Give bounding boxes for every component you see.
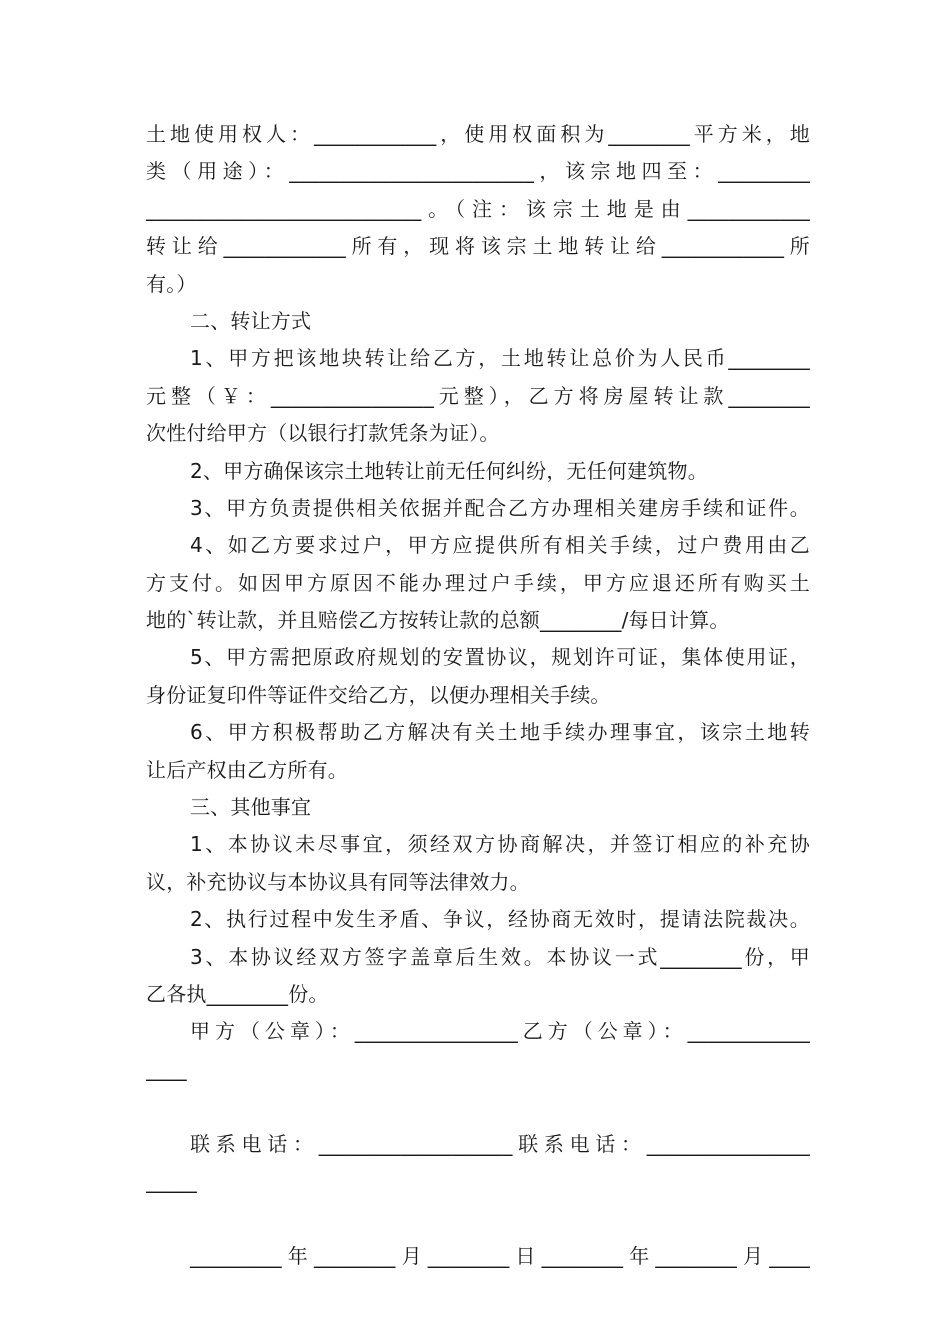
text-line: 地的`转让款，并且赔偿乙方按转让款的总额________/每日计算。 xyxy=(146,608,730,633)
text-line: 乙各执________份。 xyxy=(146,981,329,1006)
text-line: 有。） xyxy=(146,271,197,296)
blank-line xyxy=(146,1200,810,1237)
section-heading: 三、其他事宜 xyxy=(190,795,312,820)
text-line: 身份证复印件等证件交给乙方，以便办理相关手续。 xyxy=(146,682,611,707)
signature-line: ____ xyxy=(146,1056,187,1081)
text-line: 3、甲方负责提供相关依据并配合乙方办理相关建房手续和证件。 xyxy=(190,495,810,520)
section-heading: 二、转让方式 xyxy=(190,308,312,333)
contact-line: _____ xyxy=(146,1168,197,1193)
text-line: 让后产权由乙方所有。 xyxy=(146,757,348,782)
date-line: _________年________月________日________年________月____ xyxy=(190,1243,810,1268)
text-line: 1、本协议未尽事宜，须经双方协商解决，并签订相应的补充协 xyxy=(190,832,810,857)
text-line: 5、甲方需把原政府规划的安置协议，规划许可证，集体使用证， xyxy=(190,645,810,670)
blank-line xyxy=(146,1088,810,1125)
text-line: 1、甲方把该地块转让给乙方，土地转让总价为人民币________ xyxy=(190,346,810,371)
text-line: ___________________________。（注：该宗土地是由____________ xyxy=(146,196,810,221)
text-line: 议，补充协议与本协议具有同等法律效力。 xyxy=(146,869,530,894)
text-line: 2、甲方确保该宗土地转让前无任何纠纷，无任何建筑物。 xyxy=(190,458,708,483)
text-line: 方支付。如因甲方原因不能办理过户手续，甲方应退还所有购买土 xyxy=(146,570,810,595)
document-body xyxy=(146,116,810,1275)
text-line: 4、如乙方要求过户，甲方应提供所有相关手续，过户费用由乙 xyxy=(190,533,810,558)
text-line: 2、执行过程中发生矛盾、争议，经协商无效时，提请法院裁决。 xyxy=(190,907,810,932)
text-line: 转让给____________所有，现将该宗土地转让给____________所 xyxy=(146,234,810,259)
text-line: 元整（￥：________________元整），乙方将房屋转让款________ xyxy=(146,383,810,408)
text-line: 3、本协议经双方签字盖章后生效。本协议一式________份，甲 xyxy=(190,944,810,969)
text-line: 类（用途）：________________________，该宗地四至：_________ xyxy=(146,159,810,184)
text-line: 6、甲方积极帮助乙方解决有关土地手续办理事宜，该宗土地转 xyxy=(190,720,810,745)
contact-line: 联系电话：___________________联系电话：________________ xyxy=(190,1131,810,1156)
signature-line: 甲方（公章）：________________乙方（公章）：____________ xyxy=(190,1019,810,1044)
text-line: 次性付给甲方（以银行打款凭条为证）。 xyxy=(146,421,500,446)
text-line: 土地使用权人：____________，使用权面积为________平方米，地 xyxy=(146,122,810,146)
